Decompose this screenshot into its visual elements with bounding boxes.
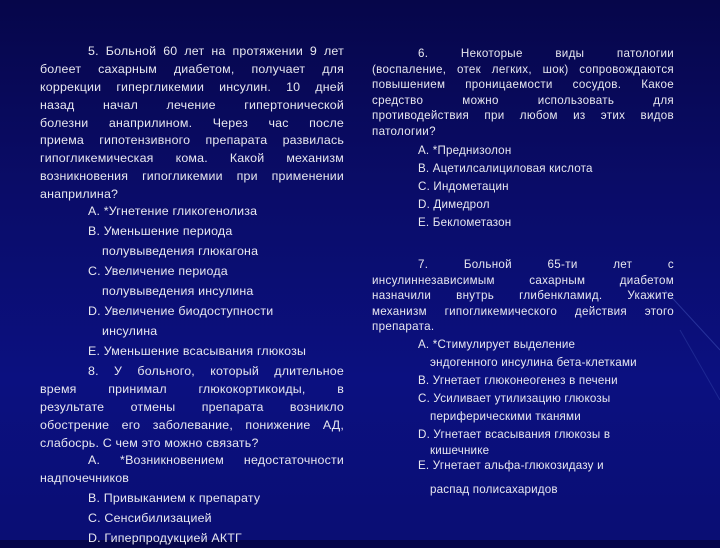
question-7-line: назначили внутрь глибенкламид. Укажите [372,289,674,303]
option-d-cont: инсулина [102,324,158,338]
option-c: С. Увеличение периода [88,264,228,278]
option-d: D. Увеличение биодоступности [88,304,274,318]
question-7-line: механизм гипогликемического действия этого [372,304,674,318]
question-6-line: противодействия при любом из этих видов [372,109,674,123]
question-8-line: слабосрь. С чем это можно связать? [40,435,259,450]
question-6-line: (воспаление, отек легких, шок) сопровождаются [372,62,674,76]
question-6-options [372,142,674,232]
option-e-cont: распад полисахаридов [430,483,558,496]
question-5-line: возникновения гипогликемии при применении [40,169,344,184]
option-b: В. Ацетилсалициловая кислота [418,162,593,175]
option-c: С. Усиливает утилизацию глюкозы [418,392,611,405]
question-8-line: обострение его заболевание, понижение АД, [40,417,344,432]
question-5-line: коррекции гипергликемии инсулин. 10 дней [40,79,344,94]
question-7 [372,257,674,335]
question-5-options [40,201,344,361]
question-5-line: анаприлина? [40,187,119,202]
question-8-options [40,488,344,548]
option-b: В. Угнетает глюконеогенез в печени [418,374,618,387]
option-d: D. Димедрол [418,198,490,211]
option-e: Е. Угнетает альфа-глюкозидазу и [418,459,604,472]
option-c-cont: полувыведения инсулина [102,284,254,298]
question-8-answer-cont: надпочечников [40,471,130,486]
question-5-line: болеет сахарным диабетом, получает для [40,61,344,76]
question-6 [372,46,674,140]
question-6-line: повышением проницаемости сосудов. Какое [372,78,674,92]
question-6-line: средство можно использовать для [372,93,674,107]
option-b: В. Уменьшение периода [88,224,233,238]
question-8-answer: А. *Возникновением недостаточности [88,453,344,468]
option-a: А. *Угнетение гликогенолиза [88,204,258,218]
option-e: Е. Беклометазон [418,216,512,229]
option-b-cont: полувыведения глюкагона [102,244,259,258]
question-5-line: гипогликемическая кома. Какой механизм [40,151,344,166]
question-5-line: приема гипотензивного препарата развилась [40,133,344,148]
option-d: D. Угнетает всасывания глюкозы в [418,428,611,441]
question-8 [40,363,344,488]
question-7-options [372,336,674,499]
option-a-cont: эндогенного инсулина бета-клетками [430,356,637,369]
question-8-line: 8. У больного, который длительное [88,364,344,378]
option-d-cont: кишечнике [430,444,490,457]
question-5-line: 5. Больной 60 лет на протяжении 9 лет [88,44,344,58]
option-e: Е. Уменьшение всасывания глюкозы [88,344,307,358]
question-7-line: инсулиннезависимым сахарным диабетом [372,273,674,287]
question-6-line: 6. Некоторые виды патологии [418,47,674,60]
option-c-cont: периферическими тканями [430,410,581,423]
question-8-line: время принимал глюкокортикоиды, в [40,381,344,396]
option-a: А. *Стимулирует выделение [418,338,576,351]
option-a: А. *Преднизолон [418,144,512,157]
question-7-line: 7. Больной 65-ти лет с [418,258,674,271]
question-7-line: препарата. [372,320,435,334]
question-5-line: болезни анаприлином. Через час после [40,115,344,130]
option-c: С. Индометацин [418,180,509,193]
question-6-line: патологии? [372,124,436,138]
option-c: С. Сенсибилизацией [88,511,212,525]
question-5 [40,43,344,204]
option-b: В. Привыканием к препарату [88,491,261,505]
option-d: D. Гиперпродукцией АКТГ [88,531,242,545]
question-5-line: назад начал лечение гипертонической [40,97,344,112]
question-8-line: результате отмены препарата возникло [40,399,344,414]
